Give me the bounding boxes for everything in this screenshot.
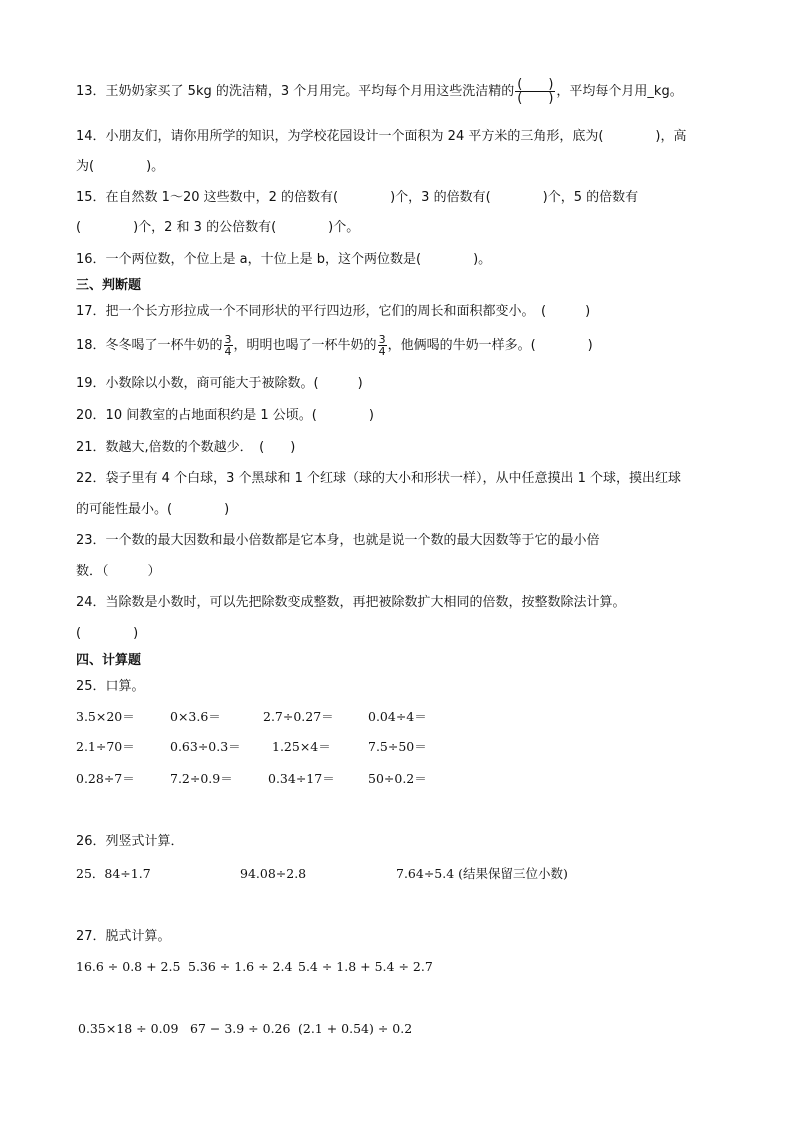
oral-calc-item: 0.34÷17＝ <box>268 771 335 786</box>
oral-calc-item: 3.5×20＝ <box>76 709 135 724</box>
q13-text-a: 13．王奶奶家买了 5kg 的洗洁精，3 个月用完。平均每个月用这些洗洁精的 <box>76 84 515 99</box>
section-3-heading: 三、判断题 <box>76 278 142 293</box>
q13-text-b: ，平均每个月用_kg。 <box>556 84 683 99</box>
question-22-line1: 22．袋子里有 4 个白球，3 个黑球和 1 个红球（球的大小和形状一样），从中任意摸出 1 个球，摸出红球 <box>76 471 682 486</box>
question-26-title: 26．列竖式计算． <box>76 834 184 849</box>
question-14-line2: 为( )。 <box>76 159 165 174</box>
step-calc-item: (2.1 + 0.54) ÷ 0.2 <box>298 1021 413 1036</box>
question-17: 17．把一个长方形拉成一个不同形状的平行四边形，它们的周长和面积都变小。 ( ) <box>76 304 591 319</box>
question-13 <box>76 78 683 105</box>
oral-calc-item: 2.1÷70＝ <box>76 739 135 754</box>
question-21: 21．数越大,倍数的个数越少． ( ) <box>76 440 296 455</box>
question-23-line1: 23．一个数的最大因数和最小倍数都是它本身，也就是说一个数的最大因数等于它的最小倍 <box>76 533 600 548</box>
step-calc-item: 5.4 ÷ 1.8 + 5.4 ÷ 2.7 <box>298 959 433 974</box>
q13-fraction-blank: $\frac{( )}{( )}$ <box>517 77 554 106</box>
oral-calc-item: 0.28÷7＝ <box>76 771 135 786</box>
question-14-line1: 14．小朋友们，请你用所学的知识，为学校花园设计一个面积为 24 平方米的三角形，底为( )，高 <box>76 129 687 144</box>
oral-calc-item: 7.2÷0.9＝ <box>170 771 233 786</box>
question-18: 18．冬冬喝了一杯牛奶的 $\frac{3}{4}$ ，明明也喝了一杯牛奶的 $\frac{3}{4}$ ，他俩喝的牛奶一样多。( ) <box>76 333 593 358</box>
oral-calc-item: 2.7÷0.27＝ <box>263 709 334 724</box>
question-24-line1: 24．当除数是小数时，可以先把除数变成整数，再把被除数扩大相同的倍数，按整数除法计算。 <box>76 595 626 610</box>
question-16: 16．一个两位数，个位上是 a，十位上是 b，这个两位数是( )。 <box>76 252 492 267</box>
fraction-three-quarters: $\frac{3}{4}$ <box>378 333 386 358</box>
vertical-calc-item: 7.64÷5.4 (结果保留三位小数) <box>396 866 568 881</box>
question-27-title: 27．脱式计算。 <box>76 929 171 944</box>
question-15-line2: ( )个，2 和 3 的公倍数有( )个。 <box>76 220 360 235</box>
section-4-heading: 四、计算题 <box>76 653 142 668</box>
question-15-line1: 15．在自然数 1～20 这些数中，2 的倍数有( )个，3 的倍数有( )个，5 的倍数有 <box>76 190 639 205</box>
vertical-calc-item: 25．84÷1.7 <box>76 866 151 881</box>
question-19: 19．小数除以小数，商可能大于被除数。( ) <box>76 376 363 391</box>
oral-calc-item: 0×3.6＝ <box>170 709 221 724</box>
question-23-line2: 数．（ ） <box>76 564 161 579</box>
question-20: 20．10 间教室的占地面积约是 1 公顷。( ) <box>76 408 374 423</box>
oral-calc-item: 7.5÷50＝ <box>368 739 427 754</box>
step-calc-item: 16.6 ÷ 0.8 + 2.5 <box>76 959 181 974</box>
question-22-line2: 的可能性最小。( ) <box>76 502 230 517</box>
fraction-three-quarters: $\frac{3}{4}$ <box>224 333 232 358</box>
step-calc-item: 67 − 3.9 ÷ 0.26 <box>190 1021 291 1036</box>
question-24-line2: ( ) <box>76 626 139 641</box>
oral-calc-item: 0.63÷0.3＝ <box>170 739 241 754</box>
step-calc-item: 0.35×18 ÷ 0.09 <box>78 1021 179 1036</box>
step-calc-item: 5.36 ÷ 1.6 ÷ 2.4 <box>188 959 293 974</box>
oral-calc-item: 1.25×4＝ <box>272 739 331 754</box>
vertical-calc-item: 94.08÷2.8 <box>240 866 307 881</box>
oral-calc-item: 0.04÷4＝ <box>368 709 427 724</box>
question-25-title: 25．口算。 <box>76 679 145 694</box>
oral-calc-item: 50÷0.2＝ <box>368 771 427 786</box>
